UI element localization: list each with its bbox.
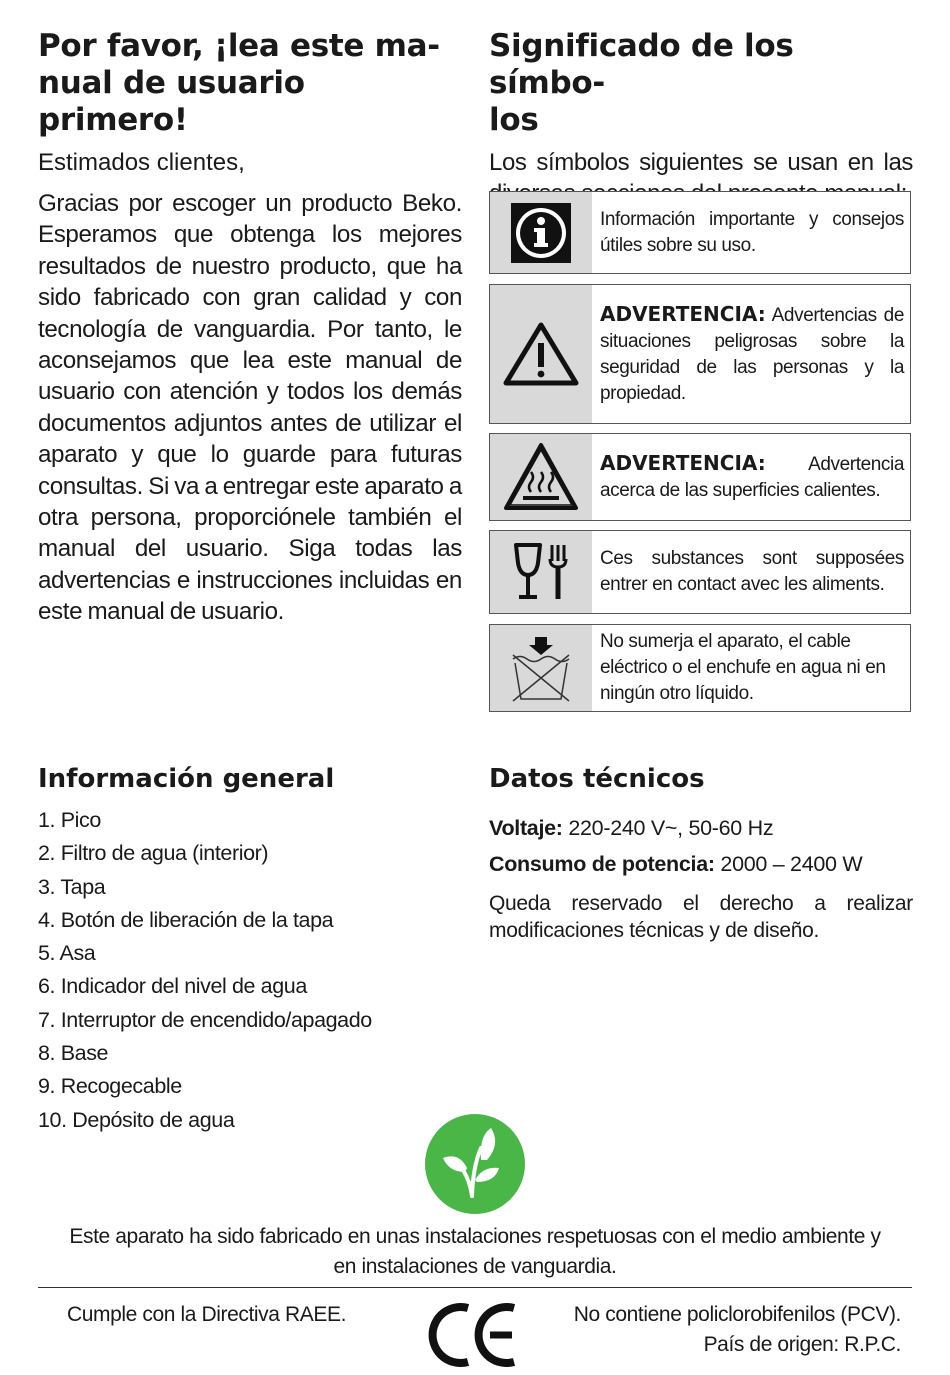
voltage-label: Voltaje: xyxy=(489,816,563,840)
list-item: 6. Indicador del nivel de agua xyxy=(38,974,307,999)
general-info-section xyxy=(38,762,462,1137)
eco-leaf-icon xyxy=(425,1114,525,1214)
tech-data-title: Datos técnicos xyxy=(489,764,705,794)
eco-statement: Este aparato ha sido fabricado en unas instalaciones respetuosas con el medio ambiente y en instalaciones de vanguardia. xyxy=(69,1225,881,1278)
symbol-warning-text: ADVERTENCIA: Advertencias de situaciones peligrosas sobre la seguridad de las personas y la propiedad. xyxy=(600,302,904,404)
list-item: 4. Botón de liberación de la tapa xyxy=(38,907,334,932)
country-of-origin: País de origen: R.P.C. xyxy=(703,1333,901,1356)
symbols-title: Significado de los símbo- los xyxy=(489,28,794,138)
list-item: 8. Base xyxy=(38,1041,109,1066)
list-item: 3. Tapa xyxy=(38,874,106,899)
symbol-food-contact xyxy=(489,530,911,614)
list-item: 1. Pico xyxy=(38,808,101,832)
intro-section xyxy=(38,28,462,628)
list-item: 10. Depósito de agua xyxy=(38,1107,235,1132)
footer-divider xyxy=(38,1287,912,1288)
warning-triangle-icon xyxy=(490,285,592,423)
symbols-section xyxy=(489,28,913,704)
symbol-hot-surface-text: ADVERTENCIA: Advertencia acerca de las superficies calientes. xyxy=(600,451,904,501)
origin-info xyxy=(574,1300,901,1360)
symbol-do-not-immerse xyxy=(489,624,911,712)
list-item: 5. Asa xyxy=(38,941,96,966)
symbol-warning xyxy=(489,284,911,424)
list-item: 7. Interruptor de encendido/apagado xyxy=(38,1007,372,1032)
ce-mark-icon xyxy=(428,1300,522,1370)
info-icon xyxy=(490,192,592,273)
voltage-value: 220-240 V~, 50-60 Hz xyxy=(568,816,774,840)
symbol-food-contact-text: Ces substances sont supposées entrer en contact avec les aliments. xyxy=(600,548,904,595)
do-not-immerse-icon xyxy=(490,625,592,711)
parts-list xyxy=(38,804,462,1137)
voltage-spec xyxy=(489,810,913,846)
symbols-lead: Los símbolos siguientes se usan en las xyxy=(489,149,913,176)
pcb-statement: No contiene policlorobifenilos (PCV). xyxy=(573,1303,901,1326)
weee-compliance: Cumple con la Directiva RAEE. xyxy=(67,1303,347,1326)
food-contact-icon xyxy=(490,531,592,613)
symbol-info-text: Información importante y consejos útiles sobre su uso. xyxy=(600,208,904,256)
list-item: 2. Filtro de agua (interior) xyxy=(38,841,269,866)
symbol-do-not-immerse-text: No sumerja el aparato, el cable eléctrico o el enchufe en agua ni en ningún otro líquido. xyxy=(600,631,886,704)
symbol-info xyxy=(489,191,911,274)
list-item: 9. Recogecable xyxy=(38,1074,182,1099)
power-spec xyxy=(489,846,913,882)
intro-body: Gracias por escoger un producto Beko. Esperamos que obtenga los mejores resultados de nuestro producto, que ha sido fabricado con gran calidad y con tecnología de vanguardia. Por tanto, le aconsejamos que lea este manual de usuario con atención y todos los demás documentos adjuntos antes de utilizar el aparato y que lo guarde para futuras consultas. Si va a entregar este aparato a otra persona, proporciónele también el manual del usuario. Siga todas las advertencias e instrucciones incluidas en este manual de usuario. xyxy=(38,190,462,626)
symbol-hot-surface xyxy=(489,433,911,521)
reserved-rights-note: Queda reservado el derecho a realizar modificaciones técnicas y de diseño. xyxy=(489,892,913,942)
intro-title: Por favor, ¡lea este ma- nual de usuario primero! xyxy=(38,28,440,138)
hot-surface-icon xyxy=(490,434,592,520)
greeting: Estimados clientes, xyxy=(38,149,245,176)
tech-data-section xyxy=(489,762,913,944)
power-label: Consumo de potencia: xyxy=(489,852,715,876)
general-info-title: Información general xyxy=(38,764,335,794)
power-value: 2000 – 2400 W xyxy=(720,852,863,876)
